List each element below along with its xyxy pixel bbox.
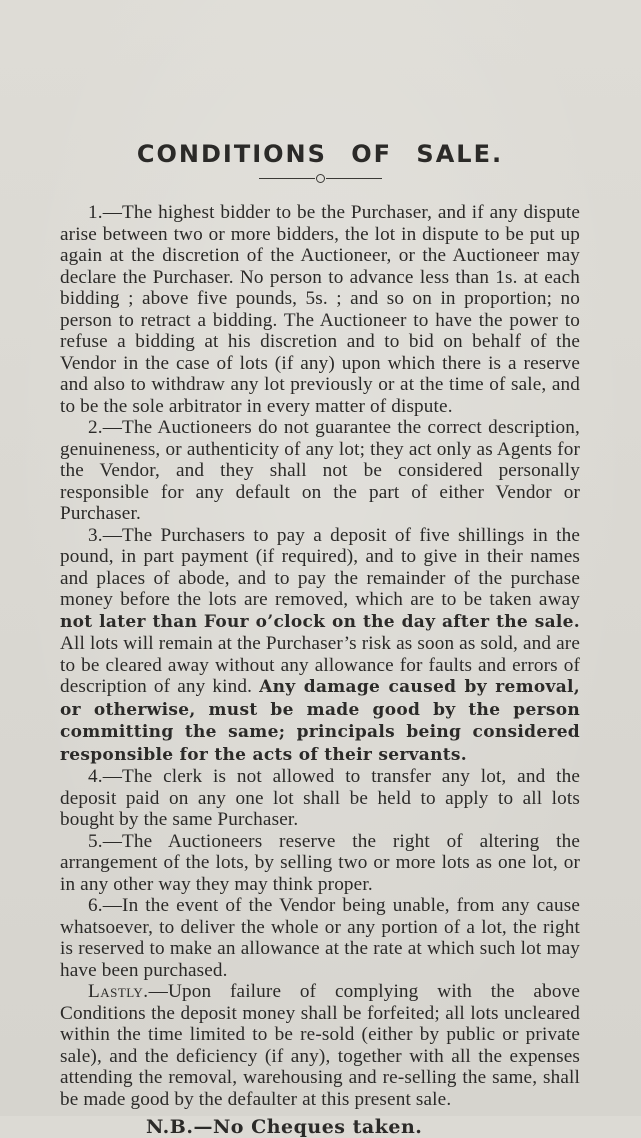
clause-6: 6.—In the event of the Vendor being unable, from any cause whatsoever, to deliver the whole or any portion of a lot, the right is reserved to make an allowance at the rate at which such lot may have been purchased. — [60, 895, 580, 981]
divider-line-left — [259, 178, 315, 179]
clause-3-text: 3.—The Purchasers to pay a deposit of five shillings in the pound, in part payment (if required), and to give in their names and places of abode, and to pay the remainder of the purchase money before the lots are removed, which are to be taken away — [60, 524, 580, 610]
clause-3-risk-text: All lots will remain at the Purchaser’s risk as soon as sold, and are to be cleared away without any allowance for faults and errors of description of any kind. — [60, 633, 580, 697]
clause-3-removal-deadline: not later than Four o’clock on the day after the sale. — [60, 611, 580, 632]
divider-circle — [316, 174, 325, 183]
clause-3 — [60, 525, 580, 767]
document-title: CONDITIONS OF SALE. — [136, 140, 504, 168]
clause-lastly-text: —Upon failure of complying with the above Conditions the deposit money shall be forfeited; all lots uncleared within the time limited to be re-sold (either by public or private sale), and the deficiency (if any), together with all the expenses attending the removal, warehousing and re-selling the same, shall be made good by the defaulter at this present sale. — [60, 981, 580, 1110]
clause-lastly — [60, 981, 580, 1110]
divider-line-right — [326, 178, 382, 179]
clause-5: 5.—The Auctioneers reserve the right of altering the arrangement of the lots, by selling two or more lots as one lot, or in any other way they may think proper. — [60, 830, 580, 895]
document-body — [60, 128, 580, 1138]
clause-3-damage-notice: Any damage caused by removal, or otherwise, must be made good by the person committing the same; principals being considered responsible for the acts of their servants. — [60, 677, 580, 765]
title-divider-ornament — [60, 170, 580, 186]
clause-1: 1.—The highest bidder to be the Purchaser, and if any dispute arise between two or more bidders, the lot in dispute to be put up again at the discretion of the Auctioneer, or the Auctioneer may declare the Purchaser. No person to advance less than 1s. at each bidding ; above five pounds, 5s. ; and so on in proportion; no person to retract a bidding. The Auctioneer to have the power to refuse a bidding at his discretion and to bid on behalf of the Vendor in the case of lots (if any) upon which there is a reserve and also to withdraw any lot previously or at the time of sale, and to be the sole arbitrator in every matter of dispute. — [60, 202, 580, 417]
clause-2: 2.—The Auctioneers do not guarantee the correct description, genuineness, or authenticity of any lot; they act only as Agents for the Vendor, and they shall not be considered personally responsible for any default on the part of either Vendor or Purchaser. — [60, 417, 580, 524]
clause-4: 4.—The clerk is not allowed to transfer any lot, and the deposit paid on any one lot shall be held to apply to all lots bought by the same Purchaser. — [60, 766, 580, 830]
no-cheques-note: N.B.—No Cheques taken. — [146, 1116, 423, 1138]
clause-lastly-lead: Lastly. — [88, 981, 149, 1002]
